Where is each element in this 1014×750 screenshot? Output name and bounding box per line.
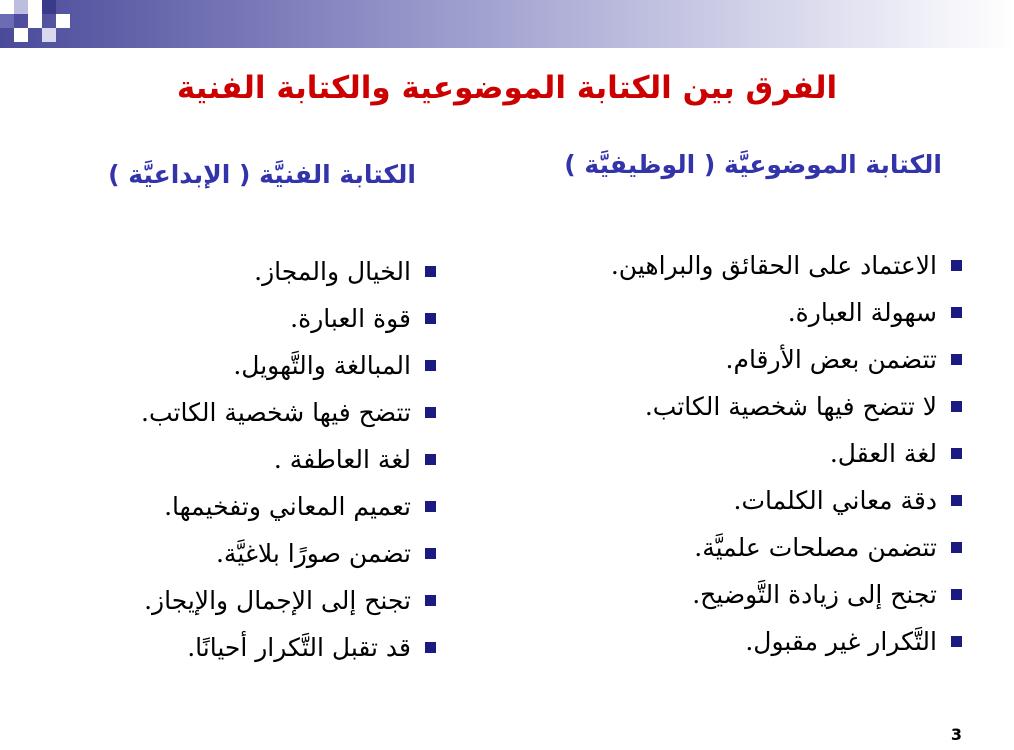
list-item <box>141 436 436 483</box>
decorative-square <box>0 14 14 28</box>
list-item-text: سهولة العبارة. <box>787 298 937 327</box>
list-item-text: الخيال والمجاز. <box>254 257 411 286</box>
decorative-square <box>28 0 42 14</box>
list-item <box>141 342 436 389</box>
decorative-square <box>42 0 56 14</box>
list-item <box>611 477 962 524</box>
decorative-square <box>0 0 14 14</box>
decorative-square <box>14 28 28 42</box>
square-bullet-icon <box>425 407 436 418</box>
decorative-square <box>28 14 42 28</box>
square-bullet-icon <box>425 313 436 324</box>
list-item-text: تجنح إلى الإجمال والإيجاز. <box>144 586 411 615</box>
square-bullet-icon <box>951 495 962 506</box>
list-item-text: تتضح فيها شخصية الكاتب. <box>141 398 411 427</box>
square-bullet-icon <box>951 307 962 318</box>
list-item-text: الاعتماد على الحقائق والبراهين. <box>610 251 937 280</box>
square-bullet-icon <box>951 260 962 271</box>
list-item <box>611 289 962 336</box>
list-item <box>141 295 436 342</box>
decorative-square <box>56 14 70 28</box>
list-item-text: تتضمن مصلحات علميَّة. <box>694 533 937 562</box>
list-item-text: لا تتضح فيها شخصية الكاتب. <box>644 392 937 421</box>
square-bullet-icon <box>951 542 962 553</box>
list-item <box>141 530 436 577</box>
list-item-text: قوة العبارة. <box>290 304 411 333</box>
list-item-text: المبالغة والتَّهويل. <box>233 351 411 380</box>
slide-title: الفرق بين الكتابة الموضوعية والكتابة الفنية <box>176 70 838 106</box>
square-bullet-icon <box>425 454 436 465</box>
left-column-list <box>141 248 436 671</box>
square-bullet-icon <box>425 501 436 512</box>
list-item-text: تجنح إلى زيادة التَّوضيح. <box>692 580 937 609</box>
list-item <box>611 571 962 618</box>
list-item-text: قد تقبل التَّكرار أحيانًا. <box>187 633 411 662</box>
square-bullet-icon <box>425 266 436 277</box>
square-bullet-icon <box>951 636 962 647</box>
square-bullet-icon <box>951 354 962 365</box>
list-item <box>611 430 962 477</box>
list-item <box>611 242 962 289</box>
square-bullet-icon <box>425 360 436 371</box>
decorative-square <box>14 0 28 14</box>
square-bullet-icon <box>951 448 962 459</box>
square-bullet-icon <box>425 642 436 653</box>
list-item-text: تتضمن بعض الأرقام. <box>725 345 937 374</box>
list-item <box>141 624 436 671</box>
list-item <box>611 524 962 571</box>
list-item <box>611 383 962 430</box>
right-column-list <box>611 242 962 665</box>
square-bullet-icon <box>951 401 962 412</box>
list-item-text: لغة العاطفة . <box>273 445 411 474</box>
list-item-text: دقة معاني الكلمات. <box>733 486 937 515</box>
decorative-square <box>42 28 56 42</box>
list-item <box>141 483 436 530</box>
list-item <box>141 577 436 624</box>
right-column-heading: الكتابة الموضوعيَّة ( الوظيفيَّة ) <box>564 150 942 179</box>
header-gradient-band <box>0 0 1014 48</box>
square-bullet-icon <box>425 548 436 559</box>
left-column-heading: الكتابة الفنيَّة ( الإبداعيَّة ) <box>108 160 416 189</box>
square-bullet-icon <box>425 595 436 606</box>
list-item <box>611 336 962 383</box>
list-item <box>141 248 436 295</box>
list-item-text: تضمن صورًا بلاغيَّة. <box>215 539 411 568</box>
list-item-text: التَّكرار غير مقبول. <box>745 627 937 656</box>
list-item-text: تعميم المعاني وتفخيمها. <box>164 492 411 521</box>
list-item <box>611 618 962 665</box>
list-item <box>141 389 436 436</box>
page-number: 3 <box>950 725 962 744</box>
list-item-text: لغة العقل. <box>829 439 937 468</box>
square-bullet-icon <box>951 589 962 600</box>
